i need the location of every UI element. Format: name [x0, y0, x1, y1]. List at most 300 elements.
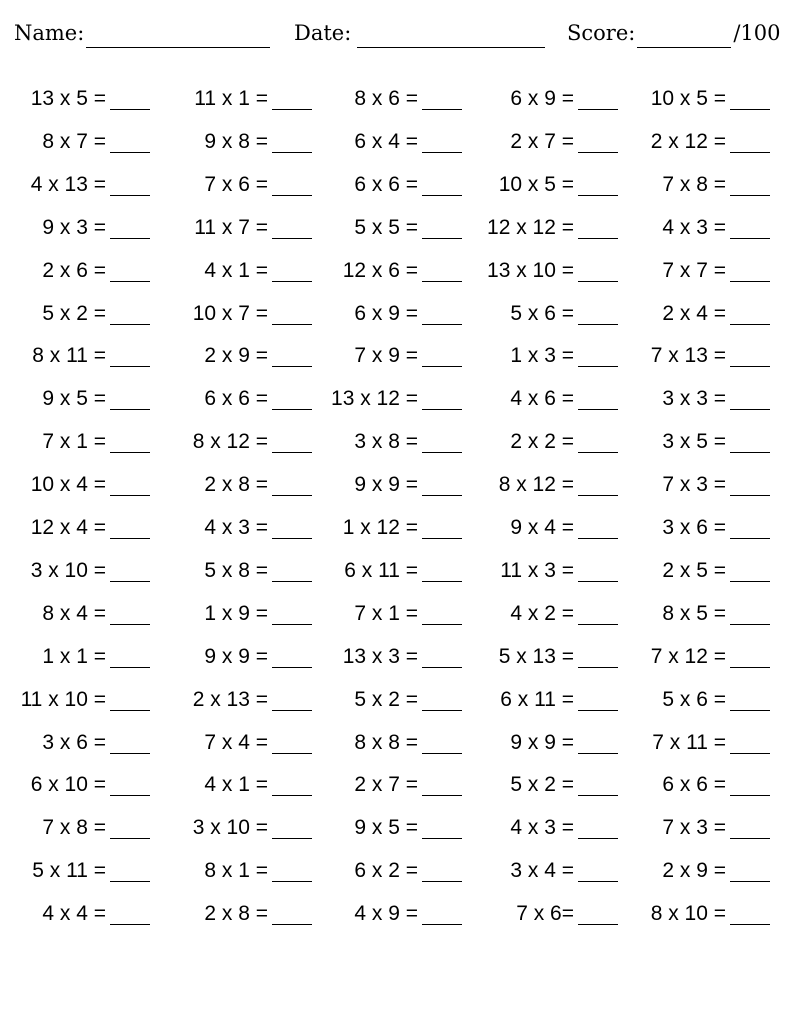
- answer-blank[interactable]: [110, 924, 150, 925]
- problem-expression: 5 x 2 =: [354, 687, 418, 711]
- problem-item: [0, 170, 150, 200]
- answer-blank[interactable]: [272, 195, 312, 196]
- answer-blank[interactable]: [422, 238, 462, 239]
- problem-item: [620, 427, 770, 457]
- answer-blank[interactable]: [272, 581, 312, 582]
- answer-blank[interactable]: [272, 152, 312, 153]
- answer-blank[interactable]: [110, 624, 150, 625]
- problem-expression: 8 x 4 =: [42, 601, 106, 625]
- answer-blank[interactable]: [578, 624, 618, 625]
- problem-item: [0, 685, 150, 715]
- date-input-line[interactable]: [357, 23, 545, 48]
- problem-expression: 7 x 4 =: [204, 730, 268, 754]
- problem-item: [620, 899, 770, 929]
- problem-item: [162, 84, 312, 114]
- answer-blank[interactable]: [110, 538, 150, 539]
- problem-expression: 2 x 5 =: [662, 558, 726, 582]
- problem-expression: 3 x 4 =: [510, 859, 574, 883]
- answer-blank[interactable]: [110, 581, 150, 582]
- problem-expression: 8 x 12 =: [498, 473, 574, 497]
- problem-expression: 9 x 5 =: [354, 816, 418, 840]
- answer-blank[interactable]: [110, 409, 150, 410]
- answer-blank[interactable]: [730, 624, 770, 625]
- answer-blank[interactable]: [272, 495, 312, 496]
- problem-item: [620, 170, 770, 200]
- answer-blank[interactable]: [578, 281, 618, 282]
- problem-item: [620, 599, 770, 629]
- problem-expression: 5 x 6 =: [662, 687, 726, 711]
- problem-item: [312, 685, 462, 715]
- problem-item: [620, 84, 770, 114]
- problem-item: [162, 170, 312, 200]
- problem-expression: 9 x 5 =: [42, 387, 106, 411]
- problem-expression: 7 x 3 =: [662, 816, 726, 840]
- problem-item: [468, 341, 618, 371]
- problem-expression: 6 x 6 =: [662, 773, 726, 797]
- problem-expression: 12 x 4 =: [30, 516, 106, 539]
- answer-blank[interactable]: [272, 452, 312, 453]
- problem-expression: 8 x 11 =: [32, 344, 106, 368]
- problem-item: [162, 599, 312, 629]
- problem-item: [468, 856, 618, 886]
- answer-blank[interactable]: [730, 795, 770, 796]
- answer-blank[interactable]: [110, 881, 150, 882]
- problem-expression: 7 x 6 =: [204, 172, 268, 196]
- problem-expression: 2 x 7 =: [354, 773, 418, 797]
- problem-item: [162, 642, 312, 672]
- problem-expression: 6 x 2 =: [354, 859, 418, 883]
- problem-item: [312, 427, 462, 457]
- problem-expression: 4 x 9 =: [354, 902, 418, 926]
- answer-blank[interactable]: [272, 753, 312, 754]
- problem-expression: 2 x 8 =: [204, 473, 268, 497]
- problem-expression: 3 x 6 =: [662, 516, 726, 539]
- problem-item: [0, 256, 150, 286]
- problem-item: [468, 770, 618, 800]
- problem-item: [468, 899, 618, 929]
- problem-item: [0, 856, 150, 886]
- problem-expression: 7 x 3 =: [662, 473, 726, 497]
- answer-blank[interactable]: [578, 838, 618, 839]
- answer-blank[interactable]: [578, 366, 618, 367]
- problem-item: [162, 427, 312, 457]
- score-label: Score:: [567, 21, 636, 45]
- problem-expression: 9 x 3 =: [42, 215, 106, 239]
- problem-expression: 10 x 5 =: [498, 172, 574, 196]
- problem-item: [162, 470, 312, 500]
- answer-blank[interactable]: [110, 152, 150, 153]
- problem-expression: 2 x 13 =: [192, 687, 268, 711]
- problem-item: [162, 899, 312, 929]
- problem-item: [0, 813, 150, 843]
- problem-expression: 3 x 6 =: [42, 730, 106, 754]
- answer-blank[interactable]: [110, 710, 150, 711]
- problem-item: [0, 599, 150, 629]
- score-field: [567, 18, 781, 48]
- problem-item: [162, 256, 312, 286]
- problem-item: [0, 770, 150, 800]
- answer-blank[interactable]: [272, 710, 312, 711]
- problem-expression: 10 x 7 =: [192, 301, 268, 325]
- name-input-line[interactable]: [86, 23, 270, 48]
- problem-expression: 11 x 10 =: [20, 687, 106, 711]
- problem-item: [312, 127, 462, 157]
- problem-expression: 3 x 3 =: [662, 387, 726, 411]
- problem-item: [468, 556, 618, 586]
- problem-item: [468, 599, 618, 629]
- problem-expression: 6 x 10 =: [30, 773, 106, 797]
- problem-item: [312, 813, 462, 843]
- answer-blank[interactable]: [110, 495, 150, 496]
- problem-expression: 7 x 12 =: [650, 644, 726, 668]
- answer-blank[interactable]: [422, 710, 462, 711]
- problem-expression: 13 x 10 =: [487, 258, 574, 282]
- problem-item: [312, 599, 462, 629]
- problem-item: [468, 642, 618, 672]
- problem-item: [620, 384, 770, 414]
- answer-blank[interactable]: [422, 195, 462, 196]
- problem-expression: 4 x 3 =: [510, 816, 574, 840]
- answer-blank[interactable]: [110, 324, 150, 325]
- answer-blank[interactable]: [730, 710, 770, 711]
- answer-blank[interactable]: [578, 152, 618, 153]
- answer-blank[interactable]: [730, 238, 770, 239]
- problem-expression: 4 x 6 =: [510, 387, 574, 411]
- problem-expression: 7 x 1 =: [354, 601, 418, 625]
- answer-blank[interactable]: [272, 924, 312, 925]
- problem-item: [468, 256, 618, 286]
- problem-item: [468, 427, 618, 457]
- problem-item: [312, 470, 462, 500]
- answer-blank[interactable]: [272, 624, 312, 625]
- problem-expression: 5 x 11 =: [32, 859, 106, 883]
- problem-expression: 7 x 8 =: [42, 816, 106, 840]
- problem-expression: 8 x 5 =: [662, 601, 726, 625]
- problem-expression: 8 x 8 =: [354, 730, 418, 754]
- answer-blank[interactable]: [422, 366, 462, 367]
- answer-blank[interactable]: [272, 238, 312, 239]
- answer-blank[interactable]: [272, 881, 312, 882]
- answer-blank[interactable]: [110, 366, 150, 367]
- answer-blank[interactable]: [272, 538, 312, 539]
- answer-blank[interactable]: [272, 838, 312, 839]
- problem-expression: 13 x 5 =: [30, 87, 106, 110]
- answer-blank[interactable]: [422, 881, 462, 882]
- answer-blank[interactable]: [578, 538, 618, 539]
- answer-blank[interactable]: [578, 195, 618, 196]
- problem-expression: 8 x 7 =: [42, 129, 106, 153]
- problem-item: [468, 813, 618, 843]
- answer-blank[interactable]: [730, 495, 770, 496]
- answer-blank[interactable]: [730, 366, 770, 367]
- problem-item: [312, 384, 462, 414]
- answer-blank[interactable]: [422, 452, 462, 453]
- answer-blank[interactable]: [730, 281, 770, 282]
- problem-item: [312, 556, 462, 586]
- problem-expression: 2 x 7 =: [510, 129, 574, 153]
- problem-expression: 2 x 9 =: [662, 859, 726, 883]
- problem-item: [0, 470, 150, 500]
- problem-item: [312, 642, 462, 672]
- problem-expression: 7 x 7 =: [662, 258, 726, 282]
- answer-blank[interactable]: [422, 581, 462, 582]
- problem-expression: 2 x 12 =: [650, 129, 726, 153]
- answer-blank[interactable]: [730, 838, 770, 839]
- problem-expression: 6 x 4 =: [354, 129, 418, 153]
- date-field: [294, 18, 545, 48]
- answer-blank[interactable]: [730, 667, 770, 668]
- problem-expression: 2 x 2 =: [510, 430, 574, 454]
- problem-item: [620, 770, 770, 800]
- problem-item: [620, 513, 770, 543]
- problem-expression: 2 x 9 =: [204, 344, 268, 368]
- problem-expression: 1 x 1 =: [42, 644, 106, 668]
- problem-item: [468, 213, 618, 243]
- answer-blank[interactable]: [730, 753, 770, 754]
- problem-expression: 8 x 12 =: [192, 430, 268, 454]
- answer-blank[interactable]: [730, 324, 770, 325]
- problem-expression: 13 x 3 =: [342, 644, 418, 668]
- answer-blank[interactable]: [578, 324, 618, 325]
- answer-blank[interactable]: [578, 495, 618, 496]
- problem-item: [468, 127, 618, 157]
- problem-expression: 7 x 6=: [516, 902, 574, 926]
- answer-blank[interactable]: [730, 195, 770, 196]
- answer-blank[interactable]: [578, 924, 618, 925]
- name-label: Name:: [14, 21, 85, 45]
- problem-expression: 7 x 9 =: [354, 344, 418, 368]
- problem-expression: 10 x 4 =: [30, 473, 106, 497]
- problem-expression: 5 x 8 =: [204, 558, 268, 582]
- answer-blank[interactable]: [272, 324, 312, 325]
- answer-blank[interactable]: [422, 495, 462, 496]
- answer-blank[interactable]: [730, 409, 770, 410]
- problem-expression: 8 x 1 =: [204, 859, 268, 883]
- problem-item: [162, 856, 312, 886]
- problem-item: [162, 556, 312, 586]
- answer-blank[interactable]: [110, 238, 150, 239]
- problem-item: [620, 728, 770, 758]
- name-field: [14, 18, 270, 48]
- problem-item: [0, 642, 150, 672]
- answer-blank[interactable]: [272, 366, 312, 367]
- answer-blank[interactable]: [730, 152, 770, 153]
- answer-blank[interactable]: [110, 452, 150, 453]
- problem-item: [312, 899, 462, 929]
- problem-expression: 5 x 2 =: [42, 301, 106, 325]
- answer-blank[interactable]: [272, 109, 312, 110]
- answer-blank[interactable]: [578, 710, 618, 711]
- problem-expression: 9 x 4 =: [510, 516, 574, 539]
- problem-item: [468, 470, 618, 500]
- problem-item: [0, 728, 150, 758]
- answer-blank[interactable]: [422, 838, 462, 839]
- problem-expression: 5 x 6 =: [510, 301, 574, 325]
- answer-blank[interactable]: [110, 109, 150, 110]
- problem-item: [312, 84, 462, 114]
- problem-item: [0, 341, 150, 371]
- answer-blank[interactable]: [422, 109, 462, 110]
- problem-expression: 9 x 9 =: [204, 644, 268, 668]
- problem-item: [0, 556, 150, 586]
- problem-item: [620, 341, 770, 371]
- answer-blank[interactable]: [578, 109, 618, 110]
- problem-item: [312, 299, 462, 329]
- problem-expression: 3 x 10 =: [30, 558, 106, 582]
- problem-expression: 4 x 1 =: [204, 773, 268, 797]
- problem-expression: 2 x 4 =: [662, 301, 726, 325]
- problem-item: [162, 384, 312, 414]
- problem-expression: 8 x 10 =: [650, 902, 726, 926]
- problem-item: [620, 556, 770, 586]
- problem-expression: 7 x 13 =: [650, 344, 726, 368]
- problem-item: [468, 513, 618, 543]
- problem-expression: 1 x 9 =: [204, 601, 268, 625]
- problem-item: [0, 899, 150, 929]
- problem-expression: 6 x 9 =: [354, 301, 418, 325]
- problem-item: [162, 213, 312, 243]
- problem-item: [620, 213, 770, 243]
- problem-expression: 8 x 6 =: [354, 87, 418, 110]
- answer-blank[interactable]: [578, 795, 618, 796]
- problem-expression: 7 x 8 =: [662, 172, 726, 196]
- problem-expression: 13 x 12 =: [331, 387, 418, 411]
- problem-expression: 9 x 9 =: [510, 730, 574, 754]
- problem-item: [0, 299, 150, 329]
- answer-blank[interactable]: [730, 538, 770, 539]
- problem-expression: 5 x 13 =: [498, 644, 574, 668]
- answer-blank[interactable]: [578, 581, 618, 582]
- problem-expression: 4 x 2 =: [510, 601, 574, 625]
- problem-expression: 12 x 12 =: [487, 215, 574, 239]
- problem-item: [312, 170, 462, 200]
- answer-blank[interactable]: [422, 624, 462, 625]
- problem-expression: 3 x 8 =: [354, 430, 418, 454]
- problem-item: [620, 256, 770, 286]
- problem-expression: 4 x 13 =: [30, 172, 106, 196]
- answer-blank[interactable]: [578, 667, 618, 668]
- problem-item: [0, 384, 150, 414]
- problem-item: [468, 84, 618, 114]
- problem-item: [0, 84, 150, 114]
- answer-blank[interactable]: [110, 753, 150, 754]
- answer-blank[interactable]: [272, 667, 312, 668]
- problem-item: [312, 770, 462, 800]
- answer-blank[interactable]: [422, 324, 462, 325]
- problem-expression: 9 x 9 =: [354, 473, 418, 497]
- answer-blank[interactable]: [110, 838, 150, 839]
- problem-expression: 3 x 5 =: [662, 430, 726, 454]
- problem-expression: 11 x 3 =: [500, 558, 574, 582]
- answer-blank[interactable]: [730, 109, 770, 110]
- problem-expression: 7 x 1 =: [42, 430, 106, 454]
- answer-blank[interactable]: [422, 152, 462, 153]
- answer-blank[interactable]: [730, 924, 770, 925]
- problem-item: [620, 127, 770, 157]
- problem-expression: 3 x 10 =: [192, 816, 268, 840]
- answer-blank[interactable]: [422, 753, 462, 754]
- problem-expression: 1 x 3 =: [510, 344, 574, 368]
- problem-item: [312, 341, 462, 371]
- problem-item: [0, 127, 150, 157]
- problem-expression: 10 x 5 =: [650, 87, 726, 110]
- problem-expression: 11 x 7 =: [194, 215, 268, 239]
- problem-expression: 6 x 11 =: [344, 558, 418, 582]
- score-input-line[interactable]: [637, 23, 731, 48]
- problem-item: [162, 127, 312, 157]
- answer-blank[interactable]: [578, 452, 618, 453]
- answer-blank[interactable]: [730, 452, 770, 453]
- problem-item: [162, 685, 312, 715]
- answer-blank[interactable]: [422, 795, 462, 796]
- answer-blank[interactable]: [730, 581, 770, 582]
- answer-blank[interactable]: [422, 409, 462, 410]
- answer-blank[interactable]: [110, 281, 150, 282]
- date-label: Date:: [294, 21, 352, 45]
- answer-blank[interactable]: [422, 281, 462, 282]
- answer-blank[interactable]: [422, 667, 462, 668]
- problem-expression: 2 x 8 =: [204, 902, 268, 926]
- problem-expression: 5 x 5 =: [354, 215, 418, 239]
- problem-expression: 4 x 1 =: [204, 258, 268, 282]
- problem-item: [162, 728, 312, 758]
- answer-blank[interactable]: [272, 795, 312, 796]
- problem-item: [620, 856, 770, 886]
- problem-item: [620, 299, 770, 329]
- problem-item: [162, 770, 312, 800]
- problem-expression: 4 x 3 =: [662, 215, 726, 239]
- answer-blank[interactable]: [422, 538, 462, 539]
- problem-expression: 6 x 9 =: [510, 87, 574, 110]
- answer-blank[interactable]: [578, 753, 618, 754]
- problem-expression: 6 x 6 =: [204, 387, 268, 411]
- answer-blank[interactable]: [578, 881, 618, 882]
- problem-item: [620, 813, 770, 843]
- problem-item: [162, 341, 312, 371]
- problem-item: [0, 513, 150, 543]
- problem-item: [162, 813, 312, 843]
- problem-item: [312, 856, 462, 886]
- problem-item: [468, 384, 618, 414]
- problem-item: [468, 299, 618, 329]
- answer-blank[interactable]: [422, 924, 462, 925]
- problem-item: [162, 513, 312, 543]
- problem-expression: 4 x 4 =: [42, 902, 106, 926]
- answer-blank[interactable]: [110, 195, 150, 196]
- problem-item: [620, 470, 770, 500]
- problem-item: [620, 685, 770, 715]
- problem-item: [468, 170, 618, 200]
- problem-expression: 6 x 6 =: [354, 172, 418, 196]
- answer-blank[interactable]: [272, 409, 312, 410]
- problem-expression: 12 x 6 =: [342, 258, 418, 282]
- problem-item: [468, 685, 618, 715]
- problem-expression: 1 x 12 =: [342, 516, 418, 539]
- answer-blank[interactable]: [272, 281, 312, 282]
- answer-blank[interactable]: [578, 409, 618, 410]
- answer-blank[interactable]: [110, 667, 150, 668]
- problem-expression: 5 x 2 =: [510, 773, 574, 797]
- problem-item: [0, 427, 150, 457]
- answer-blank[interactable]: [578, 238, 618, 239]
- problem-item: [312, 213, 462, 243]
- answer-blank[interactable]: [110, 795, 150, 796]
- worksheet-header: [0, 18, 794, 52]
- problem-expression: 2 x 6 =: [42, 258, 106, 282]
- answer-blank[interactable]: [730, 881, 770, 882]
- problem-expression: 7 x 11 =: [652, 730, 726, 754]
- problem-expression: 6 x 11 =: [500, 687, 574, 711]
